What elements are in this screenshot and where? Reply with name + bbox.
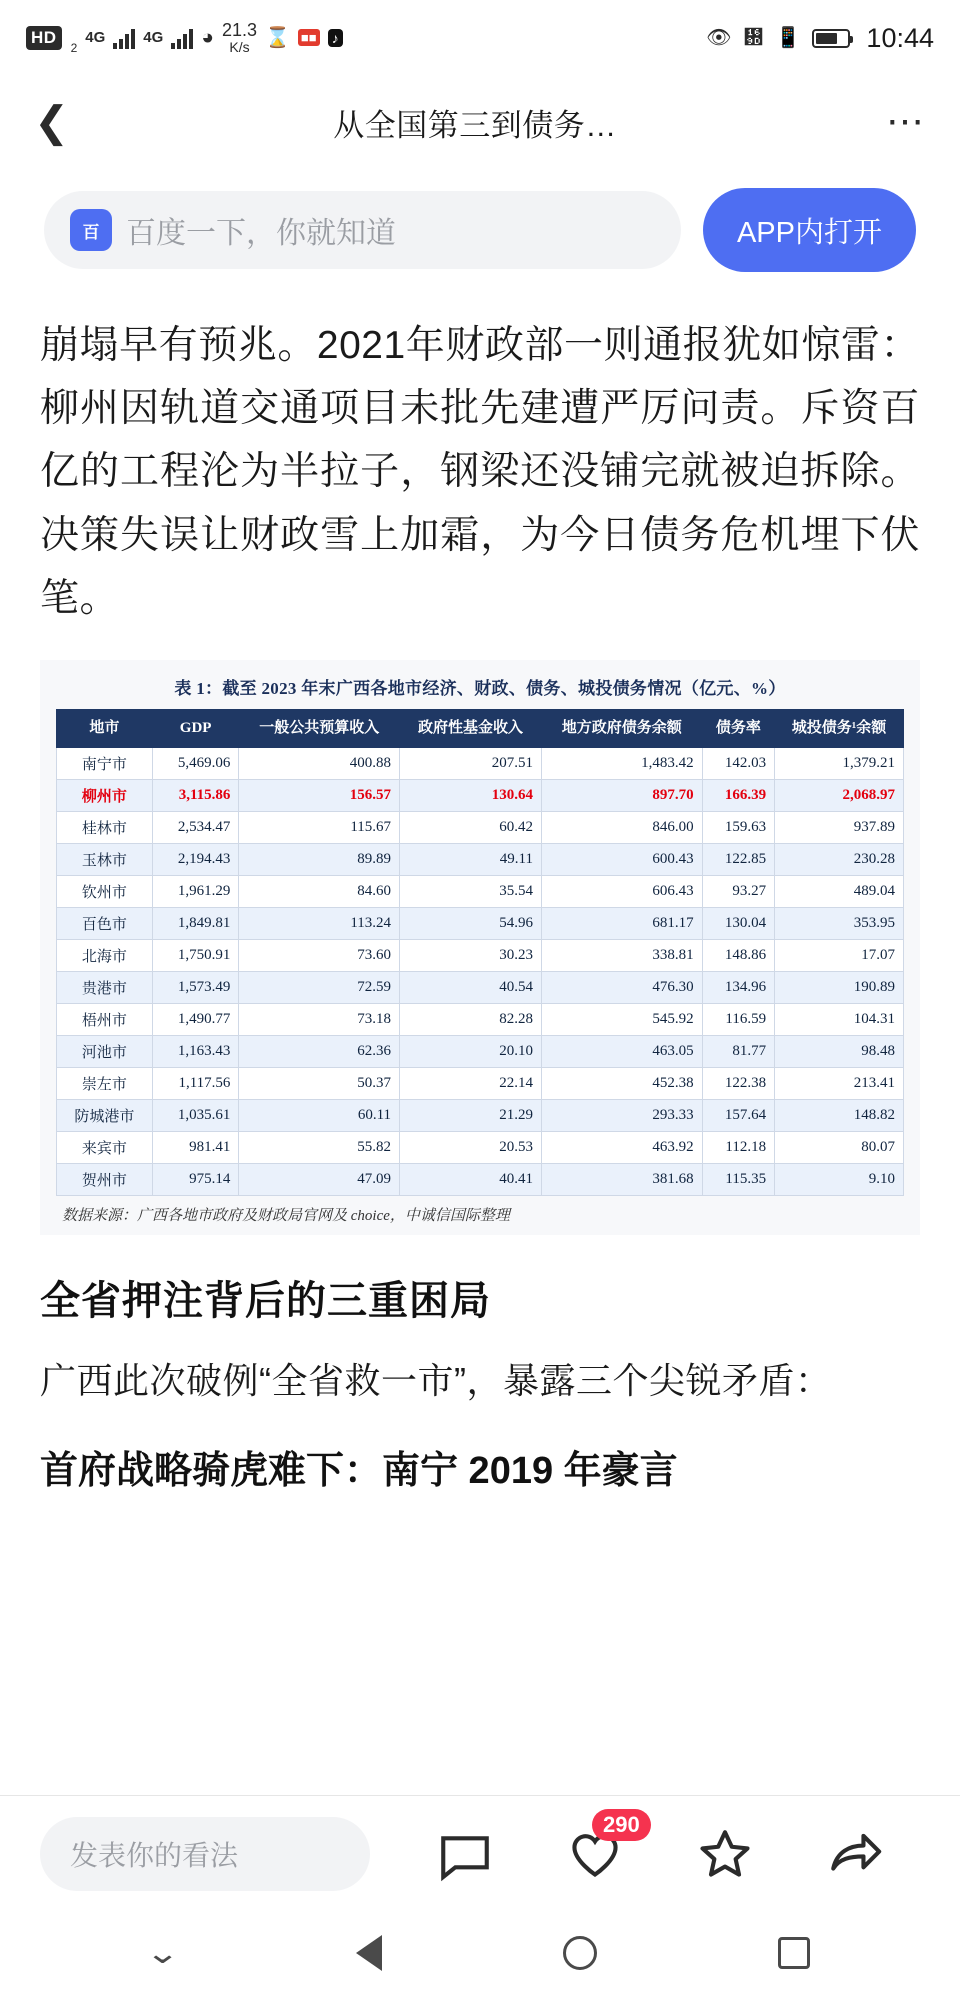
- table-cell-city: 贵港市: [57, 971, 153, 1003]
- sub-section-heading: 首府战略骑虎难下：南宁 2019 年豪言: [40, 1450, 678, 1493]
- table-cell-city: 北海市: [57, 939, 153, 971]
- table-cell-value: 545.92: [541, 1003, 702, 1035]
- comment-input[interactable]: 发表你的看法: [40, 1817, 370, 1891]
- share-icon[interactable]: [826, 1825, 884, 1883]
- table-cell-value: 981.41: [152, 1131, 239, 1163]
- table-caption: 表 1：截至 2023 年末广西各地市经济、财政、债务、城投债务情况（亿元、%）: [174, 678, 786, 698]
- table-cell-value: 130.64: [400, 779, 542, 811]
- section-heading: 全省押注背后的三重困局: [40, 1278, 491, 1323]
- table-cell-value: 353.95: [775, 907, 904, 939]
- table-cell-value: 148.86: [702, 939, 775, 971]
- hourglass-icon: ⌛: [265, 26, 290, 49]
- table-cell-value: 134.96: [702, 971, 775, 1003]
- table-cell-value: 98.48: [775, 1035, 904, 1067]
- table-cell-value: 20.10: [400, 1035, 542, 1067]
- eye-icon: 👁: [706, 27, 732, 49]
- search-row: [0, 168, 960, 298]
- table-cell-value: 5,469.06: [152, 747, 239, 779]
- table-cell-value: 49.11: [400, 843, 542, 875]
- chevron-down-icon[interactable]: ⌄: [145, 1936, 181, 1970]
- table-cell-value: 82.28: [400, 1003, 542, 1035]
- table-cell-value: 55.82: [239, 1131, 400, 1163]
- table-cell-value: 115.35: [702, 1163, 775, 1195]
- table-cell-value: 975.14: [152, 1163, 239, 1195]
- table-cell-value: 40.54: [400, 971, 542, 1003]
- table-cell-value: 1,961.29: [152, 875, 239, 907]
- back-arrow-icon[interactable]: ❮: [34, 97, 70, 146]
- table-cell-value: 122.85: [702, 843, 775, 875]
- table-cell-value: 89.89: [239, 843, 400, 875]
- table-cell-value: 2,534.47: [152, 811, 239, 843]
- table-cell-city: 防城港市: [57, 1099, 153, 1131]
- table-cell-value: 50.37: [239, 1067, 400, 1099]
- hd-icon: HD: [26, 26, 62, 50]
- table-cell-value: 130.04: [702, 907, 775, 939]
- open-in-app-button[interactable]: APP内打开: [703, 188, 916, 272]
- table-cell-value: 1,849.81: [152, 907, 239, 939]
- table-row: [57, 1067, 904, 1099]
- table-cell-value: 116.59: [702, 1003, 775, 1035]
- table-cell-value: 104.31: [775, 1003, 904, 1035]
- android-nav-bar: [0, 1911, 960, 1995]
- table-col-header: GDP: [152, 709, 239, 747]
- table-cell-value: 846.00: [541, 811, 702, 843]
- table-col-header: 一般公共预算收入: [239, 709, 400, 747]
- table-cell-value: 81.77: [702, 1035, 775, 1067]
- table-cell-value: 207.51: [400, 747, 542, 779]
- table-body: [57, 747, 904, 1195]
- table-cell-value: 20.53: [400, 1131, 542, 1163]
- battery-icon: [812, 29, 850, 48]
- page-title: 从全国第三到债务…: [333, 107, 617, 143]
- table-cell-value: 166.39: [702, 779, 775, 811]
- table-cell-city: 南宁市: [57, 747, 153, 779]
- table-cell-value: 600.43: [541, 843, 702, 875]
- article-paragraph-1: 崩塌早有预兆。2021年财政部一则通报犹如惊雷：柳州因轨道交通项目未批先建遭严厉问责。斥资百亿的工程沦为半拉子，钢梁还没铺完就被迫拆除。决策失误让财政雪上加霜，为今日债务危机埋下伏笔。: [40, 324, 920, 620]
- table-cell-city: 桂林市: [57, 811, 153, 843]
- table-row: [57, 779, 904, 811]
- table-cell-value: 21.29: [400, 1099, 542, 1131]
- app-icon-red: ■■: [298, 29, 320, 46]
- table-cell-value: 115.67: [239, 811, 400, 843]
- table-cell-value: 1,750.91: [152, 939, 239, 971]
- table-cell-city: 柳州市: [57, 779, 153, 811]
- table-row: [57, 747, 904, 779]
- table-cell-value: 35.54: [400, 875, 542, 907]
- table-cell-value: 1,490.77: [152, 1003, 239, 1035]
- table-cell-value: 606.43: [541, 875, 702, 907]
- table-cell-value: 293.33: [541, 1099, 702, 1131]
- recents-square-icon[interactable]: [778, 1937, 810, 1969]
- table-cell-value: 230.28: [775, 843, 904, 875]
- table-cell-value: 400.88: [239, 747, 400, 779]
- table-cell-city: 来宾市: [57, 1131, 153, 1163]
- bottom-action-bar: [0, 1795, 960, 1911]
- table-col-header: 政府性基金收入: [400, 709, 542, 747]
- table-cell-value: 190.89: [775, 971, 904, 1003]
- table-col-header: 城投债务¹余额: [775, 709, 904, 747]
- table-cell-value: 72.59: [239, 971, 400, 1003]
- table-cell-value: 17.07: [775, 939, 904, 971]
- table-cell-value: 113.24: [239, 907, 400, 939]
- table-cell-value: 476.30: [541, 971, 702, 1003]
- table-row: [57, 1003, 904, 1035]
- table-row: [57, 1035, 904, 1067]
- table-cell-value: 148.82: [775, 1099, 904, 1131]
- table-cell-value: 681.17: [541, 907, 702, 939]
- table-cell-value: 122.38: [702, 1067, 775, 1099]
- table-cell-value: 463.92: [541, 1131, 702, 1163]
- table-row: [57, 971, 904, 1003]
- table-cell-city: 钦州市: [57, 875, 153, 907]
- network-speed-indicator: 21.3 K/s: [221, 20, 258, 56]
- table-cell-value: 452.38: [541, 1067, 702, 1099]
- table-source-note: 数据来源：广西各地市政府及财政局官网及 choice，中诚信国际整理: [62, 1207, 510, 1224]
- baidu-logo-icon: 百: [70, 209, 112, 251]
- heart-icon[interactable]: [566, 1811, 640, 1883]
- table-col-header: 地方政府债务余额: [541, 709, 702, 747]
- data-table-figure: [40, 660, 920, 1235]
- table-cell-value: 2,068.97: [775, 779, 904, 811]
- table-cell-value: 157.64: [702, 1099, 775, 1131]
- search-input[interactable]: [44, 191, 681, 269]
- sim-index-label: 2: [70, 40, 78, 55]
- table-cell-value: 1,163.43: [152, 1035, 239, 1067]
- table-cell-value: 1,117.56: [152, 1067, 239, 1099]
- table-cell-value: 213.41: [775, 1067, 904, 1099]
- table-row: [57, 1163, 904, 1195]
- article-body: [0, 298, 960, 1795]
- table-header-row: [57, 709, 904, 747]
- article-paragraph-2: 广西此次破例“全省救一市”，暴露三个尖锐矛盾：: [40, 1359, 832, 1401]
- table-cell-value: 84.60: [239, 875, 400, 907]
- table-row: [57, 939, 904, 971]
- network-type-label-2: 4G: [143, 29, 164, 47]
- table-cell-value: 112.18: [702, 1131, 775, 1163]
- table-cell-value: 30.23: [400, 939, 542, 971]
- more-options-icon[interactable]: ⋯: [886, 100, 926, 143]
- search-placeholder: 百度一下，你就知道: [126, 217, 396, 250]
- table-cell-value: 93.27: [702, 875, 775, 907]
- table-row: [57, 875, 904, 907]
- table-cell-value: 1,035.61: [152, 1099, 239, 1131]
- signal-bars-icon-2: [171, 27, 193, 49]
- table-cell-city: 梧州市: [57, 1003, 153, 1035]
- table-cell-value: 9.10: [775, 1163, 904, 1195]
- table-row: [57, 811, 904, 843]
- table-cell-value: 47.09: [239, 1163, 400, 1195]
- table-cell-value: 2,194.43: [152, 843, 239, 875]
- home-circle-icon[interactable]: [563, 1936, 597, 1970]
- wifi-icon: ◕: [201, 26, 214, 50]
- comment-icon[interactable]: [436, 1825, 494, 1883]
- star-icon[interactable]: [696, 1825, 754, 1883]
- table-cell-city: 崇左市: [57, 1067, 153, 1099]
- table-cell-value: 60.11: [239, 1099, 400, 1131]
- table-row: [57, 1131, 904, 1163]
- table-cell-city: 贺州市: [57, 1163, 153, 1195]
- table-cell-value: 1,573.49: [152, 971, 239, 1003]
- gdp-debt-table: [56, 709, 904, 1196]
- table-cell-value: 338.81: [541, 939, 702, 971]
- table-cell-value: 463.05: [541, 1035, 702, 1067]
- table-cell-city: 百色市: [57, 907, 153, 939]
- table-cell-value: 73.18: [239, 1003, 400, 1035]
- back-triangle-icon[interactable]: [356, 1935, 382, 1971]
- table-cell-value: 80.07: [775, 1131, 904, 1163]
- signal-bars-icon-1: [113, 27, 135, 49]
- tiktok-icon: ♪: [328, 29, 343, 47]
- table-cell-value: 3,115.86: [152, 779, 239, 811]
- table-row: [57, 1099, 904, 1131]
- table-row: [57, 907, 904, 939]
- table-cell-value: 1,483.42: [541, 747, 702, 779]
- table-col-header: 债务率: [702, 709, 775, 747]
- network-type-label-1: 4G: [85, 29, 106, 47]
- table-cell-value: 22.14: [400, 1067, 542, 1099]
- table-cell-city: 玉林市: [57, 843, 153, 875]
- table-col-header: 地市: [57, 709, 153, 747]
- bluetooth-icon: ᚝: [743, 27, 764, 49]
- status-bar: [0, 0, 960, 76]
- table-cell-value: 62.36: [239, 1035, 400, 1067]
- table-cell-value: 1,379.21: [775, 747, 904, 779]
- table-row: [57, 843, 904, 875]
- table-cell-value: 489.04: [775, 875, 904, 907]
- status-clock: 10:44: [866, 22, 934, 53]
- table-cell-value: 54.96: [400, 907, 542, 939]
- table-cell-value: 159.63: [702, 811, 775, 843]
- table-cell-value: 40.41: [400, 1163, 542, 1195]
- table-cell-value: 897.70: [541, 779, 702, 811]
- table-cell-value: 937.89: [775, 811, 904, 843]
- table-cell-value: 142.03: [702, 747, 775, 779]
- table-cell-value: 156.57: [239, 779, 400, 811]
- app-header: [0, 76, 960, 168]
- table-cell-value: 73.60: [239, 939, 400, 971]
- table-cell-value: 381.68: [541, 1163, 702, 1195]
- like-count-badge: 290: [592, 1809, 651, 1842]
- table-cell-city: 河池市: [57, 1035, 153, 1067]
- table-cell-value: 60.42: [400, 811, 542, 843]
- vibrate-icon: 📱: [775, 27, 801, 49]
